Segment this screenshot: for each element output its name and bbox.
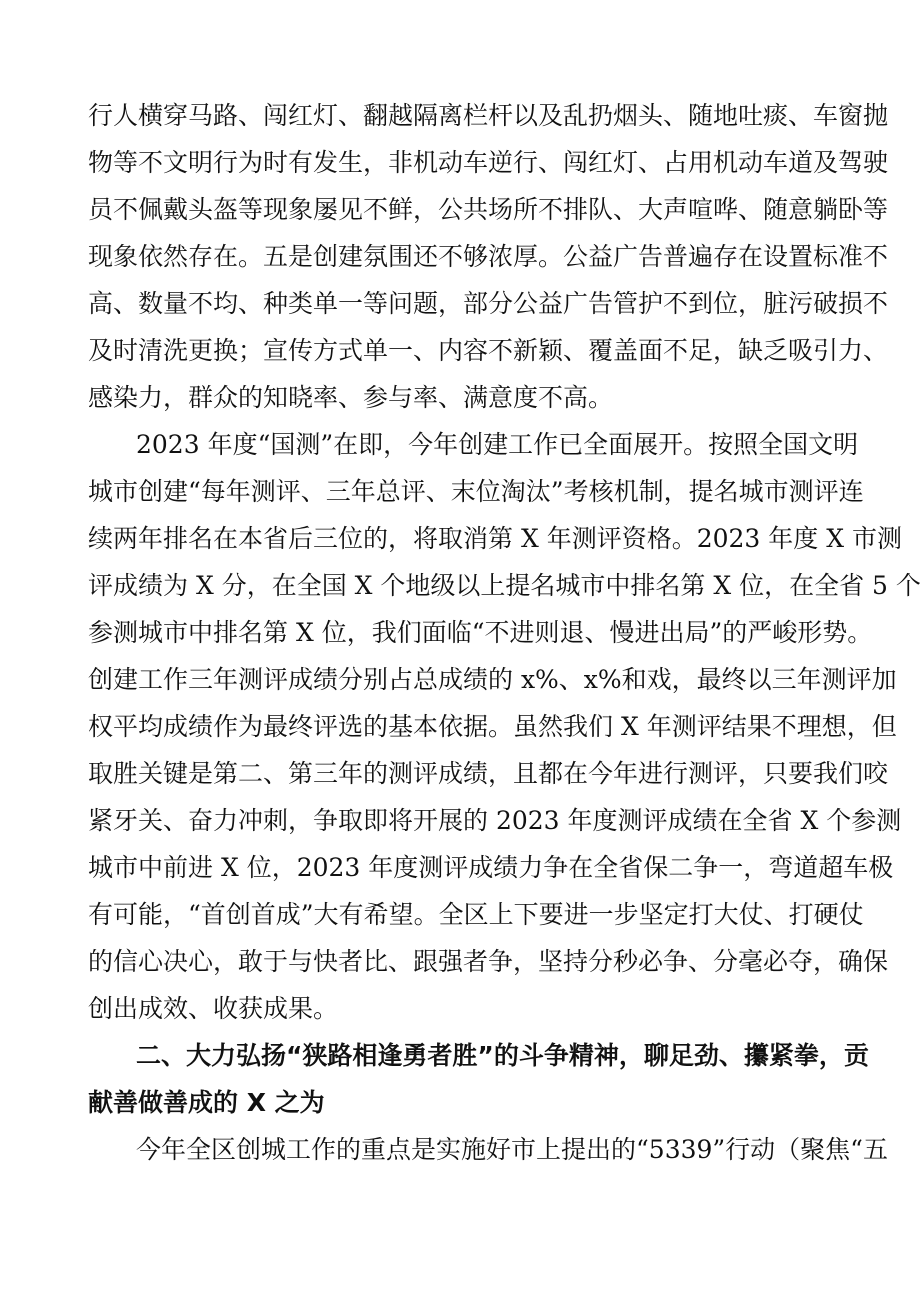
body-text-line: 城市中前进 X 位，2023 年度测评成绩力争在全省保二争一，弯道超车极 [88, 853, 894, 882]
body-text-line: 高、数量不均、种类单一等问题，部分公益广告管护不到位，脏污破损不 [88, 289, 889, 318]
paragraph-first-line: 2023 年度“国测”在即，今年创建工作已全面展开。按照全国文明 [136, 430, 859, 459]
section-heading: 二、大力弘扬“狭路相逢勇者胜”的斗争精神，聊足劲、攥紧拳，贡 [136, 1041, 869, 1070]
body-text-line: 现象依然存在。五是创建氛围还不够浓厚。公益广告普遍存在设置标准不 [88, 242, 889, 271]
body-text-line: 续两年排名在本省后三位的，将取消第 X 年测评资格。2023 年度 X 市测 [88, 524, 902, 553]
body-text-line: 及时清洗更换；宣传方式单一、内容不新颖、覆盖面不足，缺乏吸引力、 [88, 336, 889, 365]
section-heading-continued: 献善做善成的 X 之为 [88, 1088, 325, 1117]
body-text-line: 感染力，群众的知晓率、参与率、满意度不高。 [88, 383, 614, 412]
body-text-line: 城市创建“每年测评、三年总评、末位淘汰”考核机制，提名城市测评连 [88, 477, 864, 506]
body-text-line: 员不佩戴头盔等现象屡见不鲜，公共场所不排队、大声喧哗、随意躺卧等 [88, 195, 889, 224]
paragraph-first-line: 今年全区创城工作的重点是实施好市上提出的“5339”行动（聚焦“五 [136, 1135, 888, 1164]
body-text-line: 参测城市中排名第 X 位，我们面临“不进则退、慢进出局”的严峻形势。 [88, 618, 873, 647]
body-text-line: 紧牙关、奋力冲刺，争取即将开展的 2023 年度测评成绩在全省 X 个参测 [88, 806, 902, 835]
body-text-line: 有可能，“首创首成”大有希望。全区上下要进一步坚定打大仗、打硬仗 [88, 900, 864, 929]
body-text-line: 的信心决心，敢于与快者比、跟强者争，坚持分秒必争、分毫必夺，确保 [88, 947, 889, 976]
body-text-line: 物等不文明行为时有发生，非机动车逆行、闯红灯、占用机动车道及驾驶 [88, 148, 889, 177]
body-text-line: 行人横穿马路、闯红灯、翻越隔离栏杆以及乱扔烟头、随地吐痰、车窗抛 [88, 101, 889, 130]
body-text-line: 评成绩为 X 分，在全国 X 个地级以上提名城市中排名第 X 位，在全省 5 个 [88, 571, 921, 600]
body-text-line: 取胜关键是第二、第三年的测评成绩，且都在今年进行测评，只要我们咬 [88, 759, 889, 788]
body-text-line: 创出成效、收获成果。 [88, 994, 339, 1023]
body-text-line: 创建工作三年测评成绩分别占总成绩的 x%、x%和戏，最终以三年测评加 [88, 665, 897, 694]
body-text-line: 权平均成绩作为最终评选的基本依据。虽然我们 X 年测评结果不理想，但 [88, 712, 897, 741]
